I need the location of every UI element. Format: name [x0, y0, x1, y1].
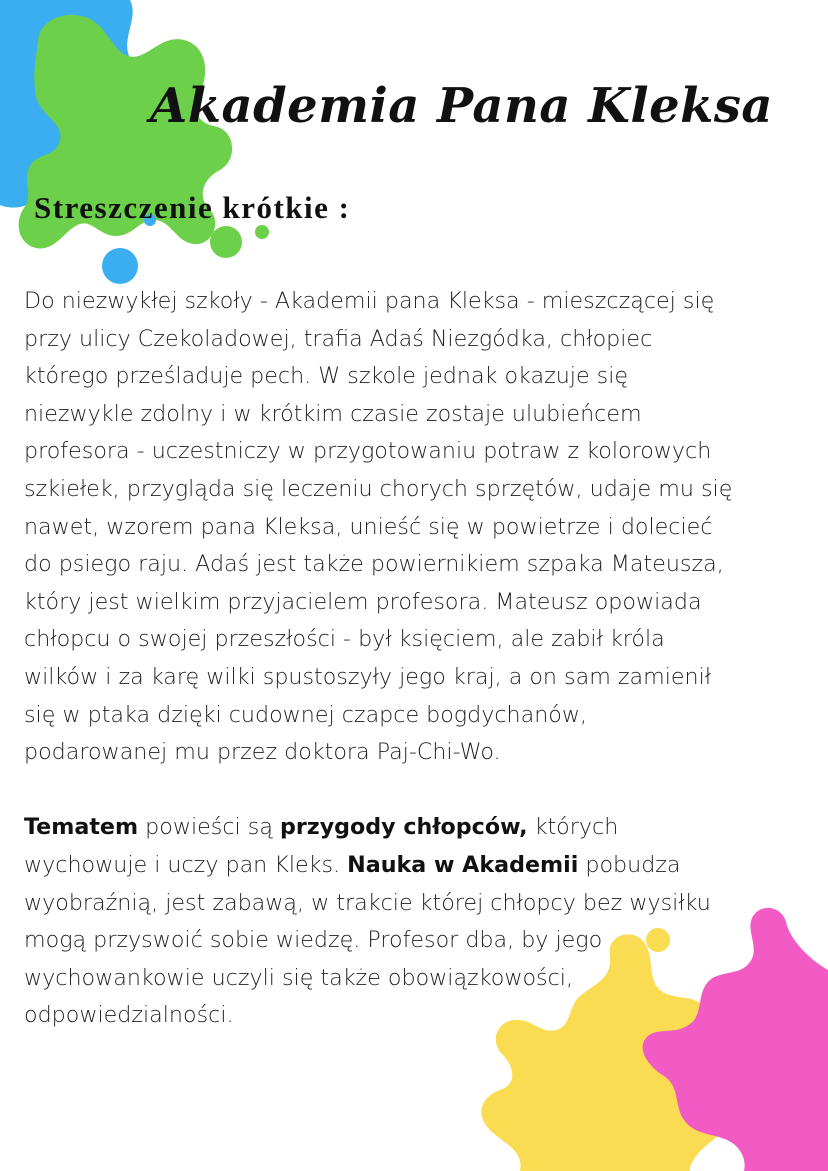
text-line	[24, 809, 814, 847]
text-line	[24, 847, 814, 885]
text-fragment: których	[527, 814, 619, 841]
text-line: szkiełek, przygląda się leczeniu chorych sprzętów, udaje mu się	[24, 475, 733, 502]
text-line: którego prześladuje pech. W szkole jednak okazuje się	[24, 363, 629, 390]
text-line: chłopcu o swojej przeszłości - był księciem, ale zabił króla	[24, 626, 665, 653]
bold-term-przygody: przygody chłopców,	[279, 814, 528, 841]
summary-text	[24, 283, 814, 1035]
green-splash-drop-small	[255, 225, 269, 239]
text-line: do psiego raju. Adaś jest także powiernikiem szpaka Mateusza,	[24, 551, 724, 578]
text-line: podarowanej mu przez doktora Paj-Chi-Wo.	[24, 739, 501, 766]
bold-term-tematem: Tematem	[24, 814, 139, 841]
summary-paragraph-1	[24, 283, 814, 772]
green-splash-drop	[210, 226, 242, 258]
text-line: nawet, wzorem pana Kleksa, unieść się w powietrze i dolecieć	[24, 513, 713, 540]
text-fragment: powieści są	[138, 814, 280, 841]
text-line: wyobraźnią, jest zabawą, w trakcie której chłopcy bez wysiłku	[24, 889, 711, 916]
summary-paragraph-2	[24, 809, 814, 1035]
text-fragment: wychowuje i uczy pan Kleks.	[24, 851, 348, 878]
text-line: mogą przyswoić sobie wiedzę. Profesor dba, by jego	[24, 927, 603, 954]
text-line: Do niezwykłej szkoły - Akademii pana Kleksa - mieszczącej się	[24, 288, 715, 314]
page-title: Akademia Pana Kleksa	[150, 78, 774, 134]
text-line: się w ptaka dzięki cudownej czapce bogdychanów,	[24, 701, 588, 728]
text-line: który jest wielkim przyjacielem profesora. Mateusz opowiada	[24, 588, 702, 615]
text-line: odpowiedzialności.	[24, 1002, 234, 1029]
paint-splash-top-left	[0, 0, 300, 300]
text-line: wilków i za karę wilki spustoszyły jego kraj, a on sam zamienił	[24, 663, 712, 690]
bold-term-nauka: Nauka w Akademii	[347, 851, 579, 878]
text-line: wychowankowie uczyli się także obowiązkowości,	[24, 964, 574, 991]
text-line: przy ulicy Czekoladowej, trafia Adaś Niezgódka, chłopiec	[24, 325, 653, 352]
text-line: niezwykle zdolny i w krótkim czasie zostaje ulubieńcem	[24, 400, 642, 427]
section-heading: Streszczenie krótkie :	[34, 190, 351, 225]
text-fragment: pobudza	[578, 851, 681, 878]
text-line: profesora - uczestniczy w przygotowaniu potraw z kolorowych	[24, 438, 712, 465]
blue-splash-drop	[102, 248, 138, 284]
